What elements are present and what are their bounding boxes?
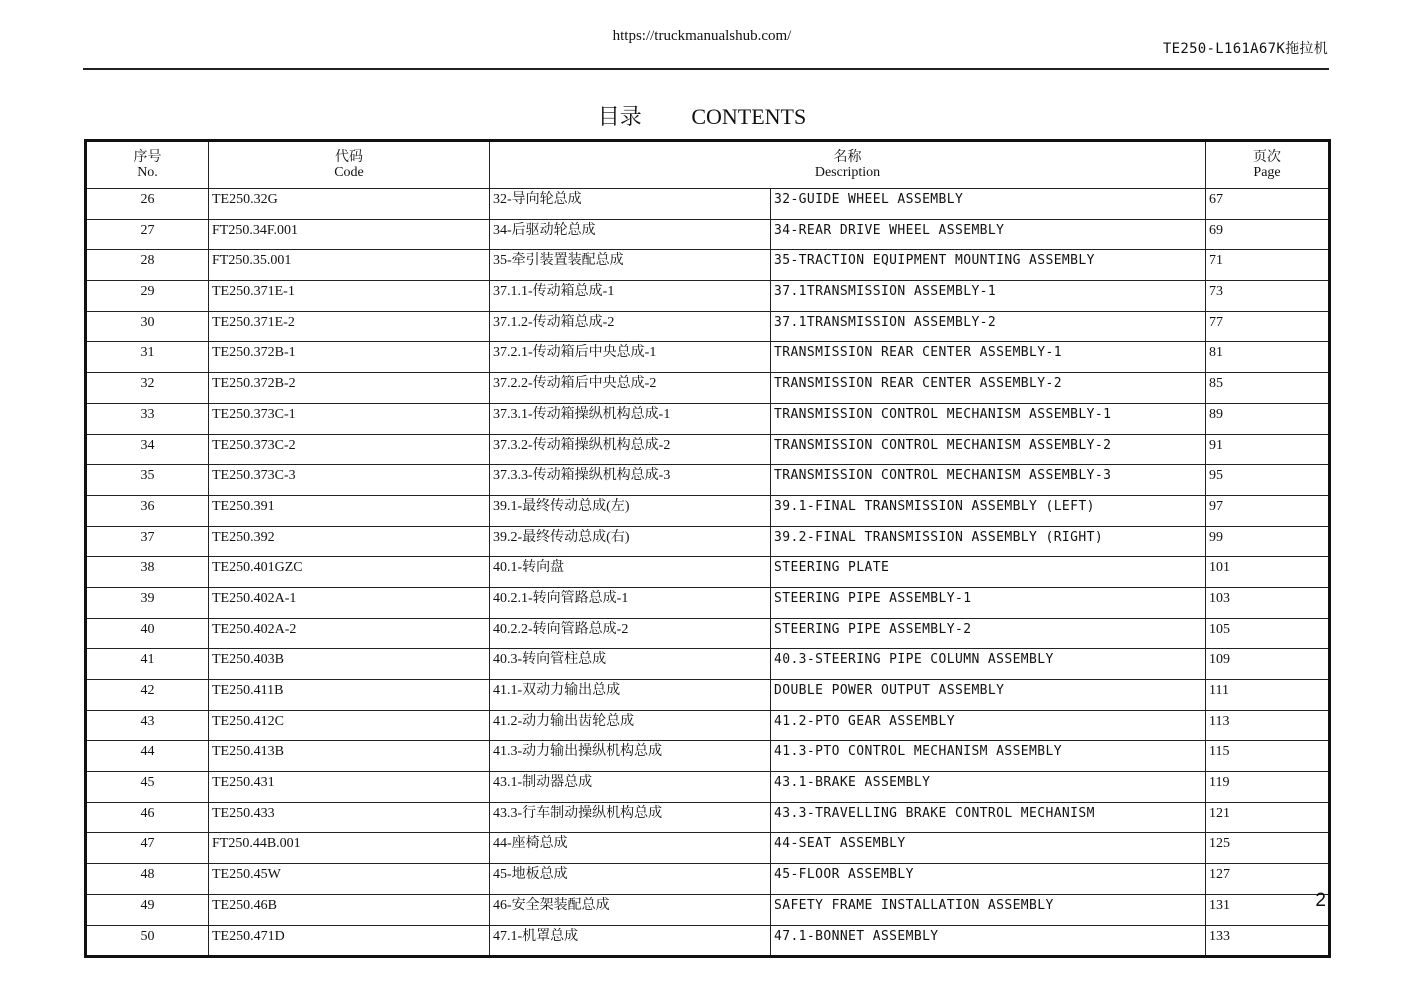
page-title [0,100,1404,131]
row-description-zh: 37.3.3-传动箱操纵机构总成-3 [490,465,771,496]
row-description-zh: 40.1-转向盘 [490,557,771,588]
row-code: TE250.413B [209,741,490,772]
row-number: 33 [86,403,209,434]
row-page: 81 [1206,342,1330,373]
source-url: https://truckmanualshub.com/ [612,28,792,44]
header-page [1206,141,1330,189]
row-page: 105 [1206,618,1330,649]
row-number: 39 [86,587,209,618]
row-code: FT250.44B.001 [209,833,490,864]
row-page: 113 [1206,710,1330,741]
row-description-en: 40.3-STEERING PIPE COLUMN ASSEMBLY [771,649,1206,680]
table-row [86,710,1330,741]
row-description-en: 39.2-FINAL TRANSMISSION ASSEMBLY (RIGHT) [771,526,1206,557]
table-row [86,618,1330,649]
row-page: 69 [1206,219,1330,250]
row-number: 38 [86,557,209,588]
header-page-en: Page [1253,165,1281,180]
row-number: 45 [86,772,209,803]
row-page: 101 [1206,557,1330,588]
row-code: TE250.373C-1 [209,403,490,434]
row-number: 41 [86,649,209,680]
row-number: 42 [86,680,209,711]
table-row [86,495,1330,526]
row-code: TE250.371E-2 [209,311,490,342]
row-description-zh: 37.1.1-传动箱总成-1 [490,281,771,312]
row-number: 40 [86,618,209,649]
header-no-zh: 序号 [133,150,162,165]
page-number: 2 [1315,890,1326,911]
row-description-en: 39.1-FINAL TRANSMISSION ASSEMBLY (LEFT) [771,495,1206,526]
row-number: 27 [86,219,209,250]
row-number: 44 [86,741,209,772]
row-page: 111 [1206,680,1330,711]
row-description-en: DOUBLE POWER OUTPUT ASSEMBLY [771,680,1206,711]
table-row [86,925,1330,957]
row-description-zh: 37.3.1-传动箱操纵机构总成-1 [490,403,771,434]
row-description-zh: 34-后驱动轮总成 [490,219,771,250]
header-desc-zh: 名称 [833,150,862,165]
header-no [86,141,209,189]
row-code: TE250.45W [209,864,490,895]
row-page: 89 [1206,403,1330,434]
table-row [86,526,1330,557]
row-number: 34 [86,434,209,465]
row-code: TE250.46B [209,894,490,925]
header-description [490,141,1206,189]
row-description-en: 41.3-PTO CONTROL MECHANISM ASSEMBLY [771,741,1206,772]
row-page: 99 [1206,526,1330,557]
row-description-zh: 41.2-动力输出齿轮总成 [490,710,771,741]
table-row [86,189,1330,220]
header-desc-en: Description [814,165,881,180]
row-description-en: 47.1-BONNET ASSEMBLY [771,925,1206,957]
row-description-zh: 39.1-最终传动总成(左) [490,495,771,526]
row-number: 31 [86,342,209,373]
row-description-zh: 46-安全架装配总成 [490,894,771,925]
table-row [86,373,1330,404]
row-page: 85 [1206,373,1330,404]
table-row [86,434,1330,465]
header-rule [83,68,1329,70]
row-code: TE250.373C-2 [209,434,490,465]
row-number: 30 [86,311,209,342]
row-number: 32 [86,373,209,404]
row-code: TE250.412C [209,710,490,741]
row-number: 50 [86,925,209,957]
row-description-en: TRANSMISSION REAR CENTER ASSEMBLY-1 [771,342,1206,373]
row-description-zh: 37.1.2-传动箱总成-2 [490,311,771,342]
row-description-en: 45-FLOOR ASSEMBLY [771,864,1206,895]
table-row [86,250,1330,281]
table-body [86,189,1330,957]
row-number: 43 [86,710,209,741]
row-number: 26 [86,189,209,220]
row-description-zh: 40.2.2-转向管路总成-2 [490,618,771,649]
table-row [86,465,1330,496]
row-page: 119 [1206,772,1330,803]
row-description-zh: 40.2.1-转向管路总成-1 [490,587,771,618]
row-description-en: 37.1TRANSMISSION ASSEMBLY-1 [771,281,1206,312]
table-row [86,342,1330,373]
row-code: FT250.34F.001 [209,219,490,250]
row-number: 28 [86,250,209,281]
row-page: 103 [1206,587,1330,618]
row-description-en: 35-TRACTION EQUIPMENT MOUNTING ASSEMBLY [771,250,1206,281]
table-row [86,557,1330,588]
row-description-zh: 40.3-转向管柱总成 [490,649,771,680]
row-description-en: 34-REAR DRIVE WHEEL ASSEMBLY [771,219,1206,250]
header-code-en: Code [334,165,364,180]
row-code: TE250.372B-1 [209,342,490,373]
row-description-zh: 37.2.1-传动箱后中央总成-1 [490,342,771,373]
row-description-en: STEERING PIPE ASSEMBLY-2 [771,618,1206,649]
title-zh: 目录 [597,104,642,129]
table-row [86,802,1330,833]
row-code: TE250.433 [209,802,490,833]
header-code-zh: 代码 [335,150,363,165]
row-code: TE250.402A-1 [209,587,490,618]
table-row [86,833,1330,864]
table-row [86,864,1330,895]
row-code: TE250.431 [209,772,490,803]
row-code: TE250.471D [209,925,490,957]
row-description-zh: 32-导向轮总成 [490,189,771,220]
header-no-en: No. [137,165,158,180]
row-page: 133 [1206,925,1330,957]
row-page: 73 [1206,281,1330,312]
row-description-zh: 47.1-机罩总成 [490,925,771,957]
table-row [86,219,1330,250]
row-page: 115 [1206,741,1330,772]
title-en: CONTENTS [691,104,807,129]
row-description-en: 37.1TRANSMISSION ASSEMBLY-2 [771,311,1206,342]
row-description-en: 44-SEAT ASSEMBLY [771,833,1206,864]
row-number: 35 [86,465,209,496]
row-number: 48 [86,864,209,895]
row-description-en: 43.1-BRAKE ASSEMBLY [771,772,1206,803]
row-description-zh: 35-牵引装置装配总成 [490,250,771,281]
row-description-en: 41.2-PTO GEAR ASSEMBLY [771,710,1206,741]
row-page: 77 [1206,311,1330,342]
row-number: 37 [86,526,209,557]
row-description-zh: 41.1-双动力输出总成 [490,680,771,711]
row-description-zh: 43.3-行车制动操纵机构总成 [490,802,771,833]
table-header-row [86,141,1330,189]
row-description-en: TRANSMISSION CONTROL MECHANISM ASSEMBLY-2 [771,434,1206,465]
table-row [86,894,1330,925]
row-page: 131 [1206,894,1330,925]
row-number: 49 [86,894,209,925]
row-code: FT250.35.001 [209,250,490,281]
row-number: 29 [86,281,209,312]
row-page: 91 [1206,434,1330,465]
header-code [209,141,490,189]
row-number: 47 [86,833,209,864]
table-row [86,741,1330,772]
contents-table [84,139,1331,958]
row-description-zh: 37.2.2-传动箱后中央总成-2 [490,373,771,404]
header-page-zh: 页次 [1253,150,1282,165]
row-description-en: 43.3-TRAVELLING BRAKE CONTROL MECHANISM [771,802,1206,833]
table-row [86,649,1330,680]
row-page: 71 [1206,250,1330,281]
table-row [86,772,1330,803]
row-description-zh: 45-地板总成 [490,864,771,895]
row-code: TE250.373C-3 [209,465,490,496]
row-description-en: TRANSMISSION REAR CENTER ASSEMBLY-2 [771,373,1206,404]
row-description-en: STEERING PLATE [771,557,1206,588]
row-number: 46 [86,802,209,833]
row-page: 127 [1206,864,1330,895]
row-code: TE250.391 [209,495,490,526]
row-description-zh: 41.3-动力输出操纵机构总成 [490,741,771,772]
row-code: TE250.403B [209,649,490,680]
row-description-zh: 37.3.2-传动箱操纵机构总成-2 [490,434,771,465]
row-code: TE250.371E-1 [209,281,490,312]
row-page: 97 [1206,495,1330,526]
table-row [86,587,1330,618]
table-row [86,281,1330,312]
row-page: 67 [1206,189,1330,220]
row-code: TE250.372B-2 [209,373,490,404]
row-description-zh: 44-座椅总成 [490,833,771,864]
row-description-en: TRANSMISSION CONTROL MECHANISM ASSEMBLY-1 [771,403,1206,434]
model-label: TE250-L161A67K拖拉机 [1162,41,1328,57]
row-page: 125 [1206,833,1330,864]
row-number: 36 [86,495,209,526]
table-row [86,403,1330,434]
row-description-zh: 39.2-最终传动总成(右) [490,526,771,557]
row-code: TE250.401GZC [209,557,490,588]
table-row [86,311,1330,342]
row-description-en: STEERING PIPE ASSEMBLY-1 [771,587,1206,618]
row-page: 95 [1206,465,1330,496]
table-row [86,680,1330,711]
row-description-en: SAFETY FRAME INSTALLATION ASSEMBLY [771,894,1206,925]
row-code: TE250.392 [209,526,490,557]
row-page: 109 [1206,649,1330,680]
row-code: TE250.32G [209,189,490,220]
row-page: 121 [1206,802,1330,833]
row-code: TE250.411B [209,680,490,711]
row-description-en: 32-GUIDE WHEEL ASSEMBLY [771,189,1206,220]
row-description-zh: 43.1-制动器总成 [490,772,771,803]
row-code: TE250.402A-2 [209,618,490,649]
row-description-en: TRANSMISSION CONTROL MECHANISM ASSEMBLY-3 [771,465,1206,496]
